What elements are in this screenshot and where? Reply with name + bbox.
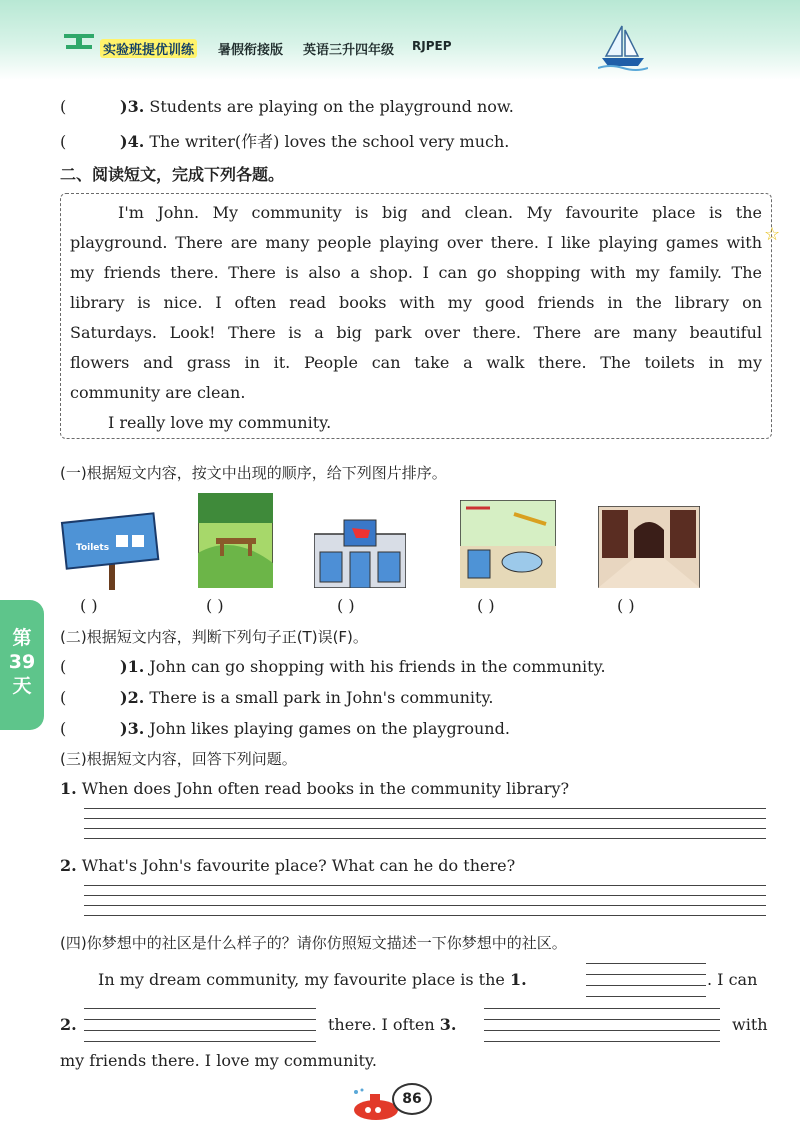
blank-3-line[interactable]	[484, 1019, 720, 1020]
tf-item-2: ( )2. There is a small park in John's community.	[60, 688, 494, 707]
tf-item-3: ( )3. John likes playing games on the playground.	[60, 719, 510, 738]
dream-line-3: my friends there. I love my community.	[60, 1051, 377, 1070]
answer-line[interactable]	[84, 895, 766, 896]
day-tab: 第 39 天	[0, 600, 44, 730]
dream-line-1: In my dream community, my favourite place is the 1.	[98, 970, 527, 989]
blank-1-line[interactable]	[586, 985, 706, 986]
passage-line: I really love my community.	[108, 413, 332, 432]
picture-answer-1[interactable]: ( )	[80, 596, 98, 615]
star-icon: ☆	[764, 224, 781, 245]
dream-line-1-end: . I can	[707, 970, 758, 989]
blank-2-line[interactable]	[84, 1019, 316, 1020]
blank-3-line[interactable]	[484, 1041, 720, 1042]
page-number: 86	[392, 1083, 432, 1115]
edition-code: RJPEP	[412, 39, 452, 53]
question-2: 2. What's John's favourite place? What can he do there?	[60, 856, 516, 875]
toilets-sign-picture	[60, 510, 160, 590]
part-4-title: (四)你梦想中的社区是什么样子的？请你仿照短文描述一下你梦想中的社区。	[60, 934, 567, 952]
part-2-title: (二)根据短文内容，判断下列句子正(T)误(F)。	[60, 628, 368, 646]
blank-2-line[interactable]	[84, 1008, 316, 1009]
picture-answer-4[interactable]: ( )	[477, 596, 495, 615]
answer-line[interactable]	[84, 828, 766, 829]
tf-item-1: ( )1. John can go shopping with his friends in the community.	[60, 657, 606, 676]
blank-1-line[interactable]	[586, 963, 706, 964]
dream-line-2-mid: there. I often 3.	[328, 1015, 457, 1034]
dream-line-2-end: with	[732, 1015, 768, 1034]
section-2-title: 二、阅读短文，完成下列各题。	[60, 165, 285, 184]
library-picture	[598, 506, 700, 588]
picture-answer-5[interactable]: ( )	[617, 596, 635, 615]
blank-3-line[interactable]	[484, 1030, 720, 1031]
prev-item-4: ( )4. The writer(作者) loves the school very much.	[60, 132, 510, 151]
blank-3-line[interactable]	[484, 1008, 720, 1009]
page-header	[0, 0, 800, 80]
passage-line: community are clean.	[70, 383, 246, 402]
answer-line[interactable]	[84, 838, 766, 839]
passage-line: playground. There are many people playing over there. I like playing games with	[70, 233, 762, 252]
park-picture	[198, 493, 273, 588]
answer-line[interactable]	[84, 818, 766, 819]
answer-line[interactable]	[84, 905, 766, 906]
passage-line: Saturdays. Look! There is a big park over there. There are many beautiful	[70, 323, 762, 342]
passage-line: library is nice. I often read books with my good friends in the library on	[70, 293, 762, 312]
picture-answer-3[interactable]: ( )	[337, 596, 355, 615]
prev-item-3: ( )3. Students are playing on the playground now.	[60, 97, 514, 116]
subject-label: 英语三升四年级	[303, 43, 395, 58]
playground-picture	[460, 500, 556, 588]
edition-label: 暑假衔接版	[218, 43, 284, 58]
picture-answer-2[interactable]: ( )	[206, 596, 224, 615]
toilets-sign-text: Toilets	[76, 543, 110, 553]
dream-line-2-num: 2.	[60, 1015, 77, 1034]
part-1-title: (一)根据短文内容，按文中出现的顺序，给下列图片排序。	[60, 464, 447, 482]
sailboat-icon	[598, 22, 648, 72]
passage-line: flowers and grass in it. People can take a walk there. The toilets in my	[70, 353, 762, 372]
passage-line: my friends there. There is also a shop. I can go shopping with my family. The	[70, 263, 762, 282]
part-3-title: (三)根据短文内容，回答下列问题。	[60, 750, 297, 768]
blank-2-line[interactable]	[84, 1041, 316, 1042]
blank-1-line[interactable]	[586, 996, 706, 997]
answer-line[interactable]	[84, 808, 766, 809]
passage-line: I'm John. My community is big and clean. My favourite place is the	[118, 203, 762, 222]
question-1: 1. When does John often read books in the community library?	[60, 779, 570, 798]
blank-2-line[interactable]	[84, 1030, 316, 1031]
shop-picture	[314, 516, 406, 588]
answer-line[interactable]	[84, 885, 766, 886]
series-title: 实验班提优训练	[100, 39, 197, 58]
answer-line[interactable]	[84, 915, 766, 916]
blank-1-line[interactable]	[586, 974, 706, 975]
book-logo-icon	[62, 30, 96, 52]
